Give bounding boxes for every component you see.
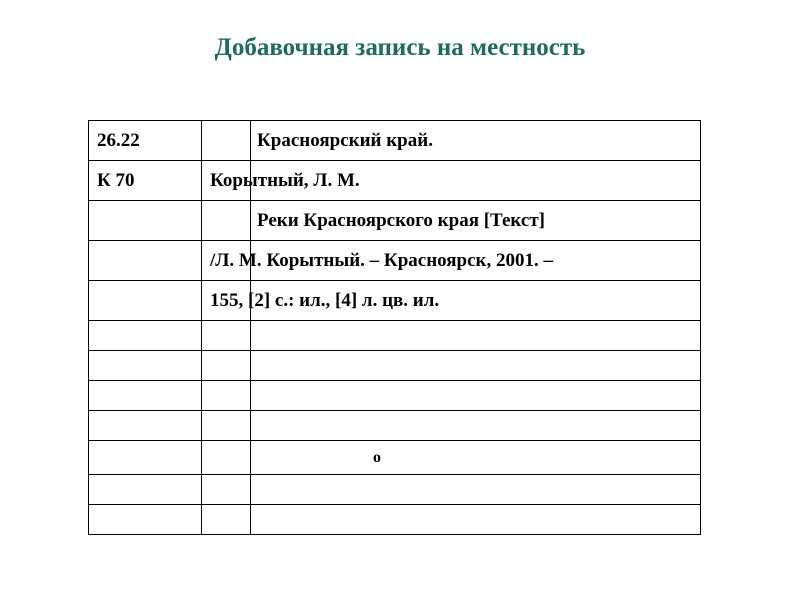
empty-cell [89, 201, 202, 241]
empty-cell [202, 381, 251, 411]
empty-cell [202, 321, 251, 351]
physical-description: 155, [2] с.: ил., [4] л. цв. ил. [210, 290, 440, 311]
empty-cell [89, 441, 202, 475]
card-row [89, 351, 701, 381]
empty-cell [202, 475, 251, 505]
card-row [89, 161, 701, 201]
empty-cell [89, 321, 202, 351]
page-title: Добавочная запись на местность [214, 34, 586, 61]
classification-index: 26.22 [89, 121, 202, 161]
empty-cell [202, 441, 251, 475]
empty-cell [251, 351, 701, 381]
subject-heading: Красноярский край. [257, 130, 433, 151]
empty-cell [89, 381, 202, 411]
empty-cell [89, 475, 202, 505]
card-row [89, 281, 701, 321]
card-mark: о [251, 441, 701, 475]
book-title: Реки Красноярского края [Текст] [257, 210, 545, 231]
empty-cell [89, 281, 202, 321]
empty-cell [251, 411, 701, 441]
empty-cell [251, 321, 701, 351]
empty-cell [202, 351, 251, 381]
responsibility-statement: /Л. М. Корытный. – Красноярск, 2001. – [210, 250, 554, 271]
card-row [89, 201, 701, 241]
catalog-card [88, 120, 701, 533]
card-row [89, 505, 701, 535]
card-row [89, 381, 701, 411]
catalog-card-grid [88, 120, 701, 535]
author-sign: К 70 [89, 161, 202, 201]
empty-cell [202, 121, 251, 161]
empty-cell [89, 351, 202, 381]
empty-cell [202, 201, 251, 241]
empty-cell [89, 241, 202, 281]
author-name: Корытный, Л. М. [210, 170, 360, 191]
empty-cell [251, 475, 701, 505]
empty-cell [202, 505, 251, 535]
card-row [89, 121, 701, 161]
empty-cell [89, 411, 202, 441]
card-row [89, 441, 701, 475]
empty-cell [202, 411, 251, 441]
card-row [89, 411, 701, 441]
card-row [89, 321, 701, 351]
card-row [89, 475, 701, 505]
card-row [89, 241, 701, 281]
empty-cell [251, 381, 701, 411]
empty-cell [251, 505, 701, 535]
empty-cell [89, 505, 202, 535]
